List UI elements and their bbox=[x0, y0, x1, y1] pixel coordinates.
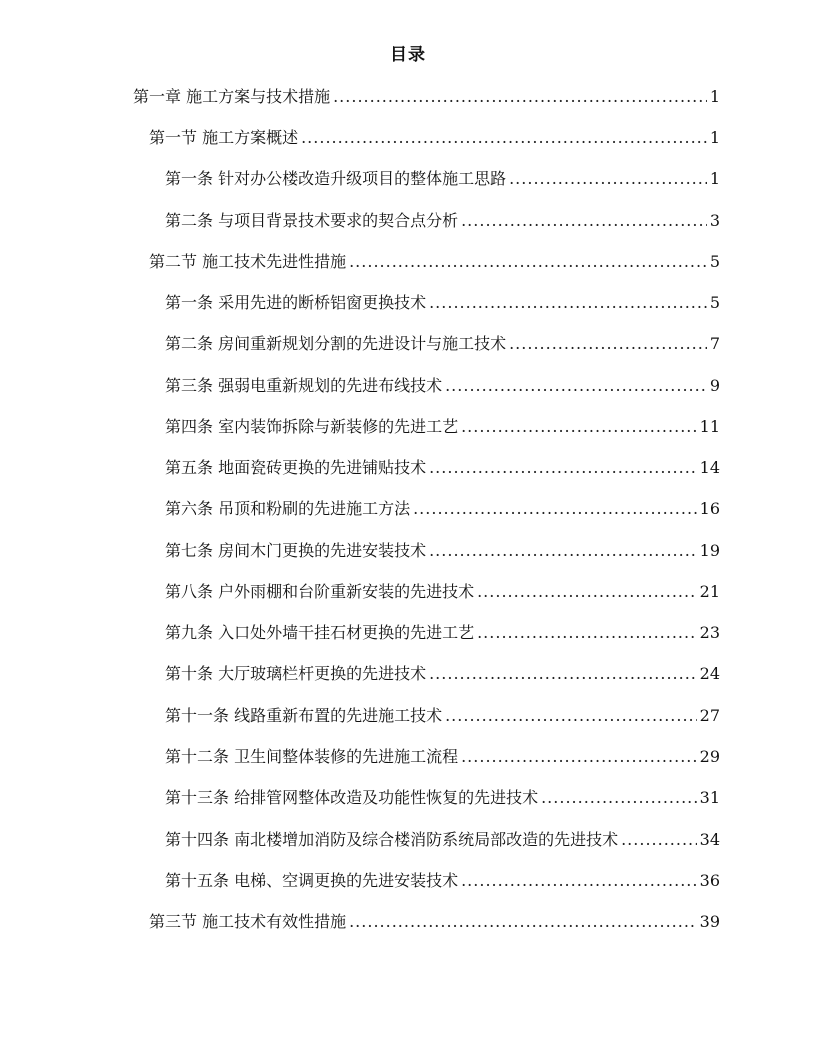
dot-leader bbox=[301, 128, 707, 147]
toc-page-number: 1 bbox=[709, 169, 720, 188]
toc-entry-label: 第十五条 电梯、空调更换的先进安装技术 bbox=[165, 871, 459, 890]
toc-page-number: 1 bbox=[709, 128, 720, 147]
toc-entry-article[interactable] bbox=[165, 331, 720, 354]
toc-entry-article[interactable] bbox=[165, 455, 720, 478]
toc-entry-article[interactable] bbox=[165, 703, 720, 726]
toc-page-number: 7 bbox=[709, 334, 720, 353]
toc-entry-label: 第十四条 南北楼增加消防及综合楼消防系统局部改造的先进技术 bbox=[165, 830, 619, 849]
toc-entry-label: 第三条 强弱电重新规划的先进布线技术 bbox=[165, 376, 443, 395]
dot-leader bbox=[509, 169, 707, 188]
toc-page-number: 21 bbox=[699, 582, 720, 601]
toc-entry-article[interactable] bbox=[165, 868, 720, 891]
dot-leader bbox=[509, 334, 707, 353]
toc-entry-label: 第三节 施工技术有效性措施 bbox=[149, 912, 347, 931]
dot-leader bbox=[333, 87, 707, 106]
dot-leader bbox=[477, 582, 697, 601]
toc-entry-label: 第十一条 线路重新布置的先进施工技术 bbox=[165, 706, 443, 725]
dot-leader bbox=[477, 623, 697, 642]
toc-entry-label: 第七条 房间木门更换的先进安装技术 bbox=[165, 541, 427, 560]
toc-page-number: 34 bbox=[699, 830, 720, 849]
dot-leader bbox=[621, 830, 697, 849]
toc-page-number: 14 bbox=[699, 458, 720, 477]
toc-entry-label: 第八条 户外雨棚和台阶重新安装的先进技术 bbox=[165, 582, 475, 601]
toc-page-number: 19 bbox=[699, 541, 720, 560]
toc-page-number: 27 bbox=[699, 706, 720, 725]
toc-page-number: 3 bbox=[709, 211, 720, 230]
toc-page-number: 31 bbox=[699, 788, 720, 807]
toc-entry-label: 第十二条 卫生间整体装修的先进施工流程 bbox=[165, 747, 459, 766]
toc-entry-chapter[interactable] bbox=[133, 84, 720, 107]
toc-page-number: 36 bbox=[699, 871, 720, 890]
toc-entry-label: 第一章 施工方案与技术措施 bbox=[133, 87, 331, 106]
toc-entry-article[interactable] bbox=[165, 373, 720, 396]
dot-leader bbox=[461, 871, 697, 890]
toc-page-number: 16 bbox=[699, 499, 720, 518]
toc-entry-label: 第二条 房间重新规划分割的先进设计与施工技术 bbox=[165, 334, 507, 353]
dot-leader bbox=[461, 417, 697, 436]
toc-entry-label: 第一条 采用先进的断桥铝窗更换技术 bbox=[165, 293, 427, 312]
toc-entry-article[interactable] bbox=[165, 166, 720, 189]
toc-entry-article[interactable] bbox=[165, 744, 720, 767]
toc-entry-label: 第九条 入口处外墙干挂石材更换的先进工艺 bbox=[165, 623, 475, 642]
toc-page-number: 23 bbox=[699, 623, 720, 642]
dot-leader bbox=[461, 211, 707, 230]
toc-entry-label: 第十三条 给排管网整体改造及功能性恢复的先进技术 bbox=[165, 788, 539, 807]
dot-leader bbox=[461, 747, 697, 766]
toc-entry-label: 第四条 室内装饰拆除与新装修的先进工艺 bbox=[165, 417, 459, 436]
toc-page-number: 5 bbox=[709, 293, 720, 312]
toc-page-number: 9 bbox=[709, 376, 720, 395]
toc-entry-section[interactable] bbox=[149, 125, 720, 148]
toc-page-number: 39 bbox=[699, 912, 720, 931]
toc-entry-article[interactable] bbox=[165, 496, 720, 519]
toc-entry-label: 第二条 与项目背景技术要求的契合点分析 bbox=[165, 211, 459, 230]
dot-leader bbox=[429, 458, 697, 477]
toc-entry-label: 第五条 地面瓷砖更换的先进铺贴技术 bbox=[165, 458, 427, 477]
toc-entry-label: 第一节 施工方案概述 bbox=[149, 128, 299, 147]
toc-entry-label: 第一条 针对办公楼改造升级项目的整体施工思路 bbox=[165, 169, 507, 188]
toc-page-number: 1 bbox=[709, 87, 720, 106]
dot-leader bbox=[413, 499, 697, 518]
toc-entry-article[interactable] bbox=[165, 620, 720, 643]
dot-leader bbox=[349, 252, 707, 271]
dot-leader bbox=[429, 293, 707, 312]
dot-leader bbox=[445, 376, 707, 395]
toc-entry-article[interactable] bbox=[165, 827, 720, 850]
toc-entry-label: 第六条 吊顶和粉刷的先进施工方法 bbox=[165, 499, 411, 518]
toc-entry-article[interactable] bbox=[165, 290, 720, 313]
dot-leader bbox=[445, 706, 697, 725]
toc-entry-article[interactable] bbox=[165, 414, 720, 437]
toc-page-number: 5 bbox=[709, 252, 720, 271]
toc-entry-article[interactable] bbox=[165, 538, 720, 561]
toc-entry-section[interactable] bbox=[149, 909, 720, 932]
toc-page-number: 29 bbox=[699, 747, 720, 766]
toc-entry-article[interactable] bbox=[165, 579, 720, 602]
dot-leader bbox=[541, 788, 697, 807]
toc-entry-label: 第二节 施工技术先进性措施 bbox=[149, 252, 347, 271]
toc-entry-article[interactable] bbox=[165, 661, 720, 684]
toc-entry-article[interactable] bbox=[165, 208, 720, 231]
toc-page-number: 24 bbox=[699, 664, 720, 683]
toc-entry-article[interactable] bbox=[165, 785, 720, 808]
toc-entry-section[interactable] bbox=[149, 249, 720, 272]
dot-leader bbox=[429, 541, 697, 560]
toc-entry-label: 第十条 大厅玻璃栏杆更换的先进技术 bbox=[165, 664, 427, 683]
page-title: 目录 bbox=[390, 45, 426, 65]
dot-leader bbox=[349, 912, 697, 931]
dot-leader bbox=[429, 664, 697, 683]
toc-page-number: 11 bbox=[699, 417, 720, 436]
